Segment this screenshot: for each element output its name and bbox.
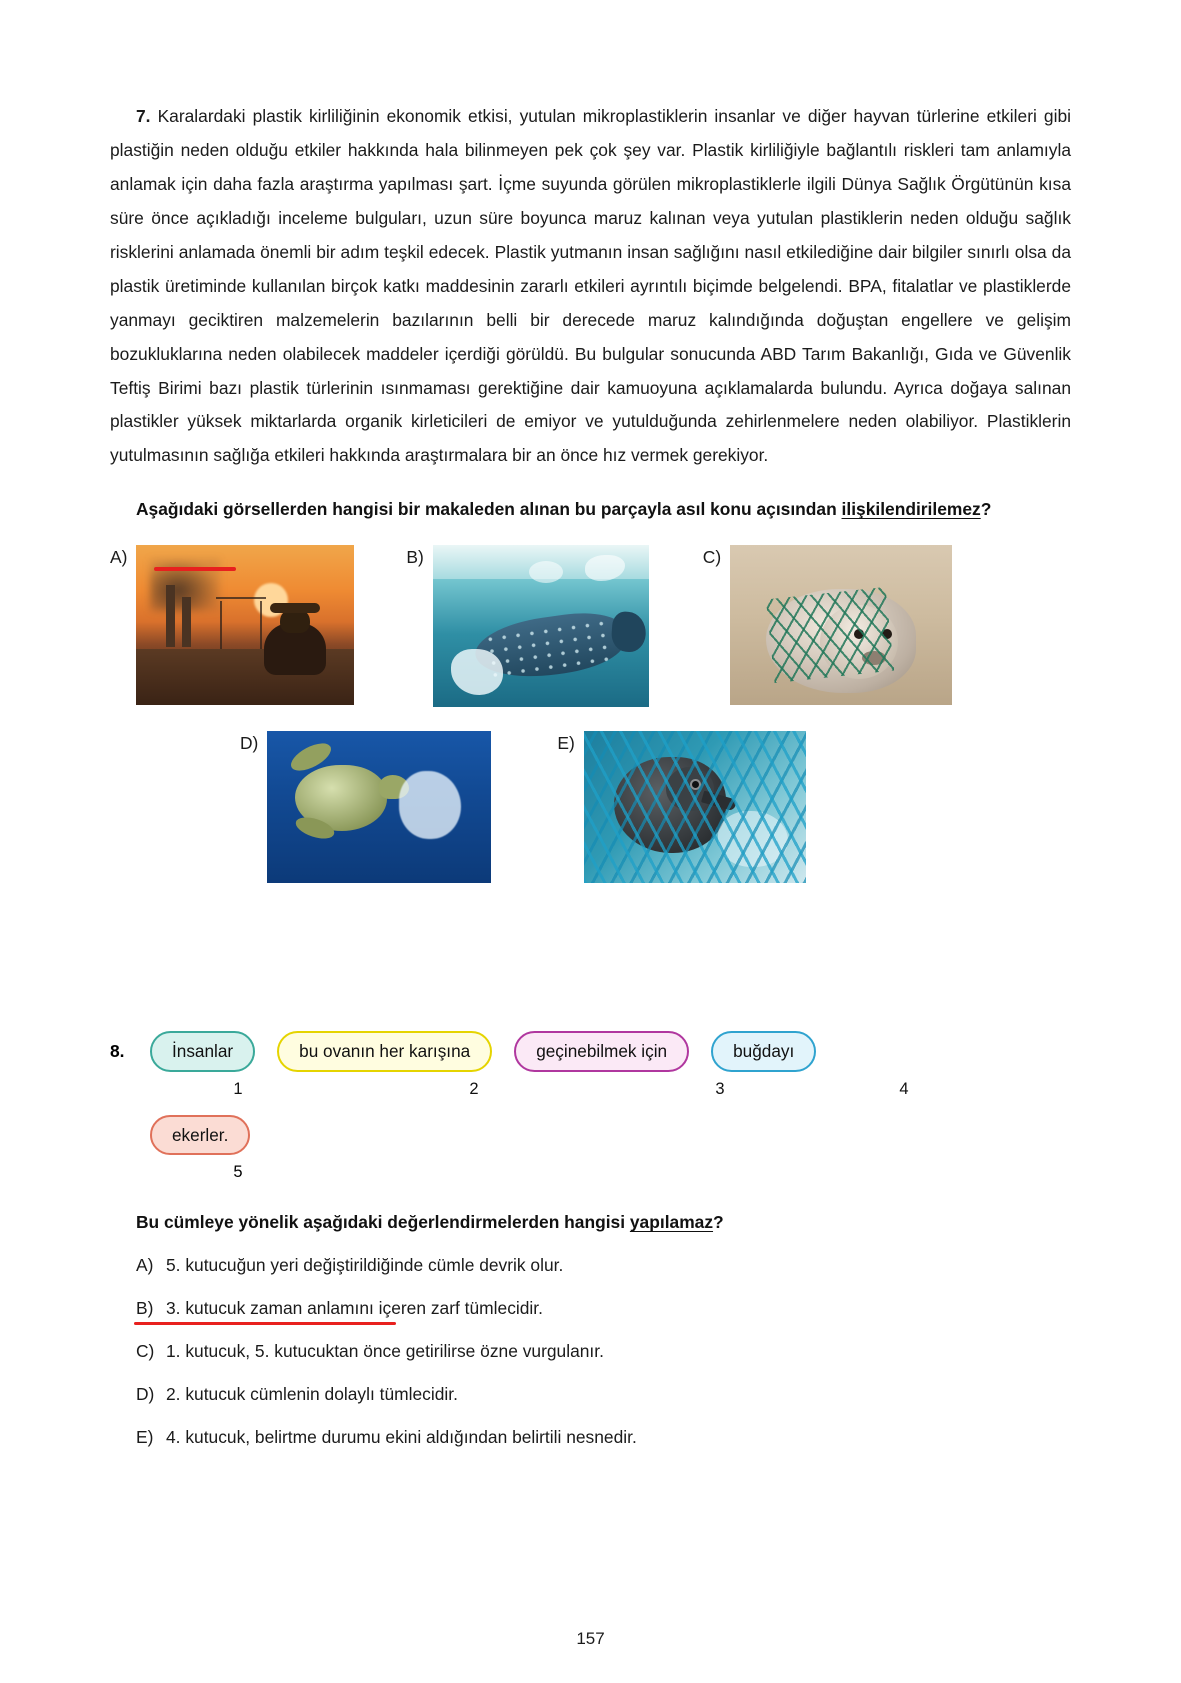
box-index-5: 5 xyxy=(233,1163,243,1182)
plastic-bag xyxy=(399,771,461,839)
question-8-text-before: Bu cümleye yönelik aşağıdaki değerlendirmelerden hangisi xyxy=(136,1212,630,1233)
choice-d-letter: D) xyxy=(136,1384,155,1405)
prompt-text-after: ? xyxy=(980,499,992,520)
choice-a-text: 5. kutucuğun yeri değiştirildiğinde cümle devrik olur. xyxy=(166,1255,564,1276)
sentence-box-1[interactable]: İnsanlar xyxy=(150,1031,255,1072)
option-c-image[interactable] xyxy=(730,545,952,705)
choice-b-text: 3. kutucuk zaman anlamını içeren zarf tümlecidir. xyxy=(166,1298,543,1319)
option-d-letter: D) xyxy=(240,732,259,753)
plastic-bag-3 xyxy=(529,561,563,583)
question-8-choice-c[interactable] xyxy=(110,1341,1071,1362)
box-index-1: 1 xyxy=(233,1079,243,1098)
question-8-block xyxy=(110,1031,1071,1449)
question-8-choice-a[interactable] xyxy=(110,1255,1071,1276)
question-8-choice-b[interactable] xyxy=(110,1298,1071,1319)
question-7-prompt xyxy=(110,493,1071,527)
option-d[interactable] xyxy=(240,731,491,883)
option-c[interactable] xyxy=(703,545,952,705)
choice-c-letter: C) xyxy=(136,1341,155,1362)
option-b-letter: B) xyxy=(406,546,424,567)
question-8-choice-d[interactable] xyxy=(110,1384,1071,1405)
sentence-box-3[interactable]: geçinebilmek için xyxy=(514,1031,689,1072)
question-8-box-row-2 xyxy=(110,1115,1071,1156)
option-d-image[interactable] xyxy=(267,731,491,883)
choice-c-text: 1. kutucuk, 5. kutucuktan önce getirilirse özne vurgulanır. xyxy=(166,1341,604,1362)
question-7-passage xyxy=(110,100,1071,473)
choice-e-letter: E) xyxy=(136,1427,154,1448)
prompt-underlined-word: ilişkilendirilemez xyxy=(841,499,981,520)
fishing-net xyxy=(584,731,806,883)
question-8-prompt xyxy=(110,1212,1071,1233)
spacer-d-e xyxy=(491,731,557,883)
option-b[interactable] xyxy=(406,545,648,707)
cow xyxy=(264,623,326,675)
box-index-3: 3 xyxy=(715,1079,725,1098)
red-marker-option-a xyxy=(154,567,236,571)
option-a[interactable] xyxy=(110,545,354,705)
question-8-number: 8. xyxy=(110,1040,125,1061)
prompt-text-before: Aşağıdaki görsellerden hangisi bir makaleden alınan bu parçayla asıl konu açısından xyxy=(136,499,842,520)
smokestack-2 xyxy=(182,597,191,647)
option-a-image[interactable] xyxy=(136,545,354,705)
question-8-box-indices-row-1 xyxy=(110,1080,1071,1099)
box-index-2: 2 xyxy=(469,1079,479,1098)
sentence-box-4[interactable]: buğdayı xyxy=(711,1031,816,1072)
choice-b-letter: B) xyxy=(136,1298,154,1319)
option-e[interactable] xyxy=(557,731,805,883)
sentence-box-2[interactable]: bu ovanın her karışına xyxy=(277,1031,492,1072)
option-e-image[interactable] xyxy=(584,731,806,883)
question-7-number: 7. xyxy=(136,106,151,126)
choice-d-text: 2. kutucuk cümlenin dolaylı tümlecidir. xyxy=(166,1384,458,1405)
option-a-letter: A) xyxy=(110,546,128,567)
option-row-bottom xyxy=(110,731,1071,883)
page-number: 157 xyxy=(576,1629,605,1648)
red-marker-choice-b xyxy=(134,1322,396,1325)
choice-a-letter: A) xyxy=(136,1255,154,1276)
option-b-image[interactable] xyxy=(433,545,649,707)
question-8-choice-e[interactable] xyxy=(110,1427,1071,1448)
power-pylon xyxy=(220,601,262,649)
box-index-4: 4 xyxy=(899,1079,909,1098)
question-7-passage-text: Karalardaki plastik kirliliğinin ekonomik etkisi, yutulan mikroplastiklerin insanlar ve diğer hayvan türlerine etkileri gibi plastiğin neden olduğu etkiler hakkında hala bilinmeyen pek çok şey var. Plastik kirliliğiyle bağlantılı riskleri tam anlamıyla anlamak için daha fazla araştırma yapılması şart. İçme suyunda görülen mikroplastiklerle ilgili Dünya Sağlık Örgütünün kısa süre önce açıkladığı inceleme bulguları, uzun süre boyunca maruz kalınan veya yutulan plastiklerin neden olduğu sağlık risklerini anlamada önemli bir adım teşkil edecek. Plastik yutmanın insan sağlığını nasıl etkilediğine dair bilgiler sınırlı olsa da plastik üretiminde kullanılan birçok katkı maddesinin zararlı etkileri ayrıntılı biçimde belgelendi. BPA, fitalatlar ve plastiklerde yanmayı geciktiren malzemelerin bazılarının belli bir derecede maruz kalındığında doğuştan engellere ve gelişim bozukluklarına neden olabilecek maddeler içerdiği görüldü. Bu bulgular sonucunda ABD Tarım Bakanlığı, Gıda ve Güvenlik Teftiş Birimi bazı plastik türlerinin ısınmaması gerektiğine dair kamuoyuna açıklamalarda bulundu. Ayrıca doğaya salınan plastikler yüksek miktarlarda organik kirleticileri de emiyor ve yutulduğunda zehirlenmelere neden olabiliyor. Plastiklerin yutulmasının sağlığa etkileri hakkında araştırmalara bir an önce hız vermek gerekiyor. xyxy=(110,106,1071,466)
question-8-text-after: ? xyxy=(713,1212,724,1233)
choice-e-text: 4. kutucuk, belirtme durumu ekini aldığından belirtili nesnedir. xyxy=(166,1427,637,1448)
smokestack-1 xyxy=(166,585,175,647)
fishing-net xyxy=(766,587,894,683)
option-c-letter: C) xyxy=(702,546,722,567)
sentence-box-5[interactable]: ekerler. xyxy=(150,1115,250,1156)
option-row-top xyxy=(110,545,1071,707)
question-7-block xyxy=(110,100,1071,883)
option-e-letter: E) xyxy=(557,732,575,753)
question-8-box-row-1 xyxy=(110,1031,1071,1072)
plastic-bag-1 xyxy=(451,649,503,695)
question-8-underlined-word: yapılamaz xyxy=(629,1212,714,1233)
